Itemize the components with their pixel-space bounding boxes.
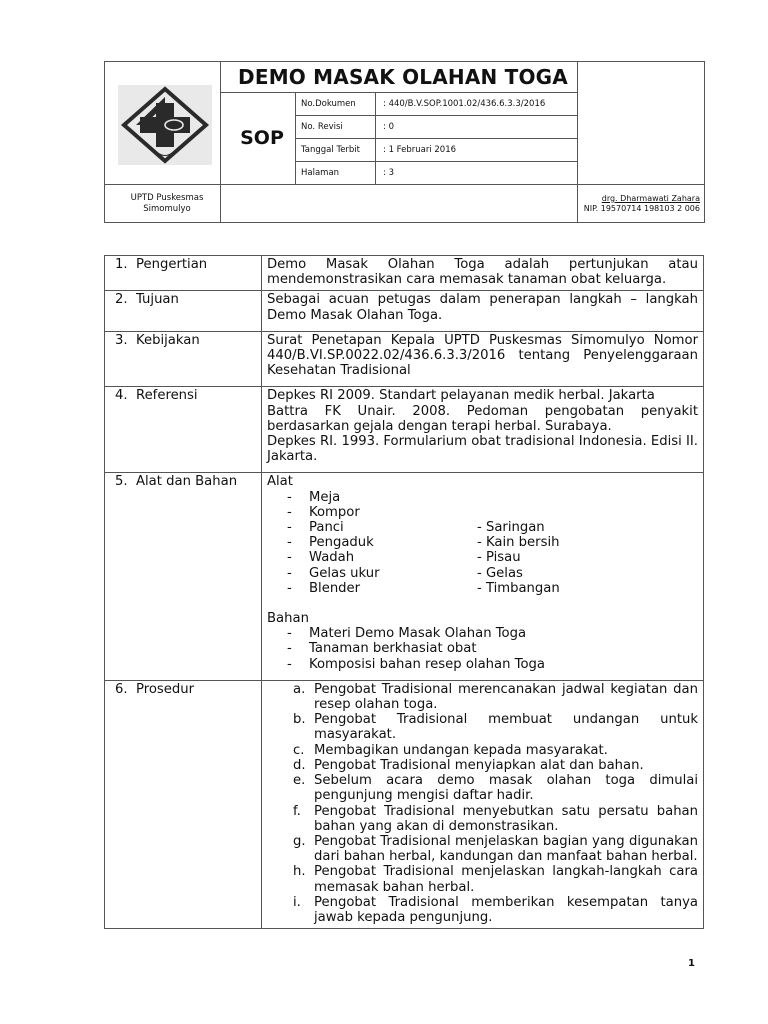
list-item: g. Pengobat Tradisional menjelaskan bagian yang digunakan dari bahan herbal, kandungan dan manfaat bahan herbal. — [293, 833, 698, 865]
meta-value-revision: : 0 — [383, 122, 394, 132]
list-item: - Gelas ukur - Gelas — [267, 566, 698, 581]
list-item: f. Pengobat Tradisional menyebutkan satu persatu bahan bahan yang akan di demonstrasikan. — [293, 803, 698, 834]
unit-line-2: Simomulyo — [143, 204, 191, 214]
organization-unit — [105, 185, 229, 223]
meta-label-revision: No. Revisi — [301, 122, 343, 132]
section-text: Sebagai acuan petugas dalam penerapan langkah – langkah Demo Masak Olahan Toga. — [262, 291, 704, 331]
reference-item: Depkes RI 2009. Standart pelayanan medik herbal. Jakarta — [267, 388, 655, 404]
section-text: Demo Masak Olahan Toga adalah pertunjukan atau mendemonstrasikan cara memasak tanaman obat keluarga. — [262, 256, 704, 291]
procedure-list — [267, 682, 698, 925]
list-item: - Blender - Timbangan — [267, 581, 698, 596]
reference-item: Battra FK Unair. 2008. Pedoman pengobatan penyakit berdasarkan gejala dengan terapi herbal. Surabaya. — [267, 403, 698, 434]
section-label: 1. Pengertian — [105, 256, 262, 291]
list-item: b. Pengobat Tradisional membuat undangan untuk masyarakat. — [293, 712, 698, 743]
list-item: i. Pengobat Tradisional memberikan kesempatan tanya jawab kepada pengunjung. — [293, 894, 698, 925]
meta-label-issue-date: Tanggal Terbit — [301, 145, 361, 155]
sop-label: SOP — [240, 127, 284, 149]
list-item: - Wadah - Pisau — [267, 550, 698, 565]
reference-item: Depkes RI. 1993. Formularium obat tradisional Indonesia. Edisi II. Jakarta. — [267, 434, 698, 465]
bahan-heading: Bahan — [267, 611, 309, 627]
row-pengertian — [105, 256, 704, 291]
section-text: Surat Penetapan Kepala UPTD Puskesmas Simomulyo Nomor 440/B.VI.SP.0022.02/436.6.3.3/2016 tentang Penyelenggaraan Kesehatan Tradisional — [262, 331, 704, 387]
sop-header-table — [104, 61, 705, 223]
list-item: - Tanaman berkhasiat obat — [267, 641, 698, 656]
list-item: - Materi Demo Masak Olahan Toga — [267, 626, 698, 641]
list-item: - Komposisi bahan resep olahan Toga — [267, 657, 698, 672]
bahan-list — [267, 626, 698, 672]
signer-block — [584, 194, 700, 214]
meta-value-page: : 3 — [383, 168, 394, 178]
signer-name: drg. Dharmawati Zahara — [601, 194, 700, 203]
list-item: - Panci - Saringan — [267, 520, 698, 535]
list-item: a. Pengobat Tradisional merencanakan jadwal kegiatan dan resep olahan toga. — [293, 681, 698, 713]
list-item: h. Pengobat Tradisional menjelaskan langkah-langkah cara memasak bahan herbal. — [293, 864, 698, 895]
puskesmas-logo — [118, 85, 212, 165]
row-tujuan — [105, 291, 704, 331]
meta-label-page: Halaman — [301, 168, 340, 178]
section-label: 2. Tujuan — [105, 291, 262, 331]
meta-label-doc-number: No.Dokumen — [301, 99, 356, 109]
list-item: e. Sebelum acara demo masak olahan toga dimulai pengunjung mengisi daftar hadir. — [293, 773, 698, 804]
section-label: 6. Prosedur — [105, 680, 262, 928]
alat-list — [267, 490, 698, 596]
list-item: - Pengaduk - Kain bersih — [267, 535, 698, 550]
section-text — [262, 473, 704, 680]
row-referensi — [105, 387, 704, 473]
section-label: 5. Alat dan Bahan — [105, 473, 262, 680]
meta-value-doc-number: : 440/B.V.SOP.1001.02/436.6.3.3/2016 — [383, 99, 546, 109]
unit-line-1: UPTD Puskesmas — [130, 193, 204, 203]
alat-heading: Alat — [267, 474, 293, 490]
list-item: - Meja — [267, 490, 698, 505]
list-item: d. Pengobat Tradisional menyiapkan alat dan bahan. — [293, 757, 644, 773]
row-kebijakan — [105, 331, 704, 387]
section-text — [262, 387, 704, 473]
signer-nip: NIP. 19570714 198103 2 006 — [583, 204, 700, 213]
sop-content-table — [104, 255, 704, 929]
document-title: DEMO MASAK OLAHAN TOGA — [238, 65, 568, 89]
meta-value-issue-date: : 1 Februari 2016 — [383, 145, 457, 155]
list-item: - Kompor — [267, 505, 698, 520]
section-label: 4. Referensi — [105, 387, 262, 473]
row-alat-bahan — [105, 473, 704, 680]
list-item: c. Membagikan undangan kepada masyarakat. — [293, 742, 608, 758]
section-label: 3. Kebijakan — [105, 331, 262, 387]
row-prosedur — [105, 680, 704, 928]
page-number: 1 — [688, 958, 695, 969]
section-text — [262, 680, 704, 928]
